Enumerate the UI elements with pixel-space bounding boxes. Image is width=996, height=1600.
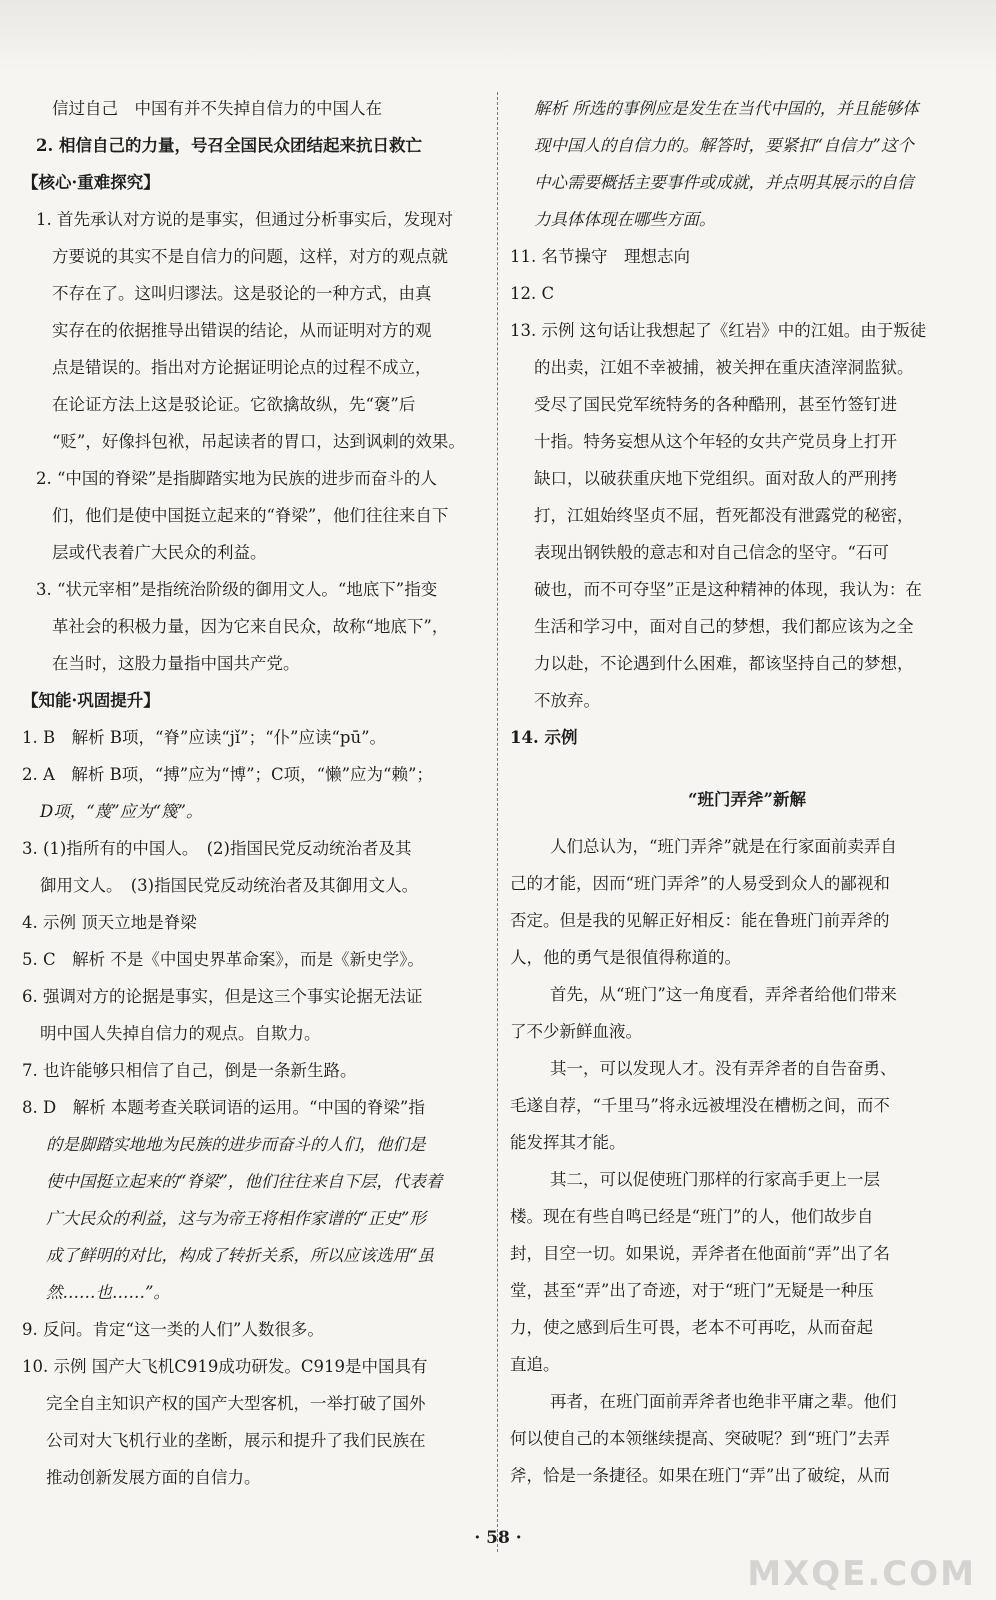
page-number-value: 58 [486,1528,510,1548]
text-line: 2. A 解析 B项，“搏”应为“博”；C项，“懒”应为“赖”； [22,765,433,784]
section-heading: 【知能·巩固提升】 [22,691,160,710]
text-line: 7. 也许能够只相信了自己，倒是一条新生路。 [22,1061,357,1080]
text-line: 11. 名节操守 理想志向 [510,247,690,266]
text-line: 信过自己 中国有并不失掉自信力的中国人在 [52,99,382,118]
text-line: 明中国人失掉自信力的观点。自欺力。 [40,1024,321,1043]
text-line: 2. 相信自己的力量，号召全国民众团结起来抗日救亡 [36,136,422,155]
essay-title: “班门弄斧”新解 [688,790,806,809]
essay-line: 己的才能，因而“班门弄斧”的人易受到众人的鄙视和 [510,874,890,893]
essay-line: 何以使自己的本领继续提高、突破呢？到“班门”去弄 [510,1429,890,1448]
text-line: 方要说的其实不是自信力的问题，这样，对方的观点就 [52,247,448,266]
text-line: 3. “状元宰相”是指统治阶级的御用文人。“地底下”指变 [36,580,438,599]
text-line: 12. C [510,284,555,303]
watermark-logo: MXQE.COM [747,1554,976,1594]
essay-line: 否定。但是我的见解正好相反：能在鲁班门前弄斧的 [510,911,890,930]
column-divider [497,92,498,1552]
text-line: 不放弃。 [534,691,600,710]
essay-line: 毛遂自荐，“千里马”将永远被埋没在槽枥之间，而不 [510,1096,890,1115]
text-line: 层或代表着广大民众的利益。 [52,543,267,562]
essay-line: 其一，可以发现人才。没有弄斧者的自告奋勇、 [550,1059,897,1078]
text-line: 十指。特务妄想从这个年轻的女共产党员身上打开 [534,432,897,451]
text-line: 6. 强调对方的论据是事实，但是这三个事实论据无法证 [22,987,423,1006]
text-line: 8. D 解析 本题考查关联词语的运用。“中国的脊梁”指 [22,1098,425,1117]
essay-line: 堂，甚至“弄”出了奇迹，对于“班门”无疑是一种压 [510,1281,874,1300]
text-line: 生活和学习中，面对自己的梦想，我们都应该为之全 [534,617,914,636]
text-line: 10. 示例 国产大飞机C919成功研发。C919是中国具有 [22,1357,428,1376]
essay-line: 直追。 [510,1355,560,1374]
text-line: 2. “中国的脊梁”是指脚踏实地为民族的进步而奋斗的人 [36,469,437,488]
page-top-shadow [0,0,996,70]
text-line: 推动创新发展方面的自信力。 [46,1468,261,1487]
essay-line: 再者，在班门面前弄斧者也绝非平庸之辈。他们 [550,1392,897,1411]
text-line: 3. (1)指所有的中国人。 (2)指国民党反动统治者及其 [22,839,412,858]
text-line: 的是脚踏实地地为民族的进步而奋斗的人们，他们是 [46,1135,426,1154]
text-line: 表现出钢铁般的意志和对自己信念的坚守。“石可 [534,543,889,562]
text-line: 缺口，以破获重庆地下党组织。面对敌人的严刑拷 [534,469,897,488]
text-line: 完全自主知识产权的国产大型客机，一举打破了国外 [46,1394,426,1413]
text-line: 使中国挺立起来的“脊梁”，他们往往来自下层，代表着 [46,1172,443,1191]
essay-line: 首先，从“班门”这一角度看，弄斧者给他们带来 [550,985,897,1004]
text-line: 不存在了。这叫归谬法。这是驳论的一种方式，由真 [52,284,432,303]
text-line: 公司对大飞机行业的垄断，展示和提升了我们民族在 [46,1431,426,1450]
text-line: 4. 示例 顶天立地是脊梁 [22,913,197,932]
text-line: 中心需要概括主要事件或成就，并点明其展示的自信 [534,173,914,192]
text-line: 1. 首先承认对方说的是事实，但通过分析事实后，发现对 [36,210,453,229]
essay-line: 斧，恰是一条捷径。如果在班门“弄”出了破绽，从而 [510,1466,890,1485]
text-line: 御用文人。 (3)指国民党反动统治者及其御用文人。 [40,876,419,895]
text-line: 在当时，这股力量指中国共产党。 [52,654,300,673]
essay-line: 人，他的勇气是很值得称道的。 [510,948,741,967]
text-line: 实存在的依据推导出错误的结论，从而证明对方的观 [52,321,432,340]
text-line: 点是错误的。指出对方论据证明论点的过程不成立， [52,358,432,377]
text-line: 1. B 解析 B项，“脊”应读“jǐ”；“仆”应读“pū”。 [22,728,387,747]
text-line: 受尽了国民党军统特务的各种酷刑，甚至竹签钉进 [534,395,897,414]
text-line: 现中国人的自信力的。解答时，要紧扣“自信力”这个 [534,136,914,155]
text-line: 打，江姐始终坚贞不屈，哲死都没有泄露党的秘密， [534,506,914,525]
text-line: 广大民众的利益，这与为帝王将相作家谱的“正史”形 [46,1209,426,1228]
left-column [22,90,490,1496]
text-line: “贬”，好像抖包袱，吊起读者的胃口，达到讽刺的效果。 [52,432,465,451]
text-line: D项，“蔑”应为“篾”。 [40,802,203,821]
text-line: 5. C 解析 不是《中国史界革命案》，而是《新史学》。 [22,950,424,969]
text-line: 成了鲜明的对比，构成了转折关系，所以应该选用“虽 [46,1246,434,1265]
essay-line: 封，目空一切。如果说，弄斧者在他面前“弄”出了名 [510,1244,890,1263]
text-line: 力具体体现在哪些方面。 [534,210,716,229]
right-column [510,90,984,1494]
text-line: 解析 所选的事例应是发生在当代中国的，并且能够体 [534,99,919,118]
essay-line: 能发挥其才能。 [510,1133,626,1152]
essay-line: 楼。现在有些自鸣已经是“班门”的人，他们故步自 [510,1207,874,1226]
page-number: · 58 · [474,1528,522,1548]
text-line: 们，他们是使中国挺立起来的“脊梁”，他们往往来自下 [52,506,449,525]
essay-line: 人们总认为，“班门弄斧”就是在行家面前卖弄自 [550,837,897,856]
text-line: 的出卖，江姐不幸被捕，被关押在重庆渣滓洞监狱。 [534,358,914,377]
text-line: 然……也……”。 [46,1283,170,1302]
text-line: 力以赴，不论遇到什么困难，都该坚持自己的梦想， [534,654,914,673]
text-line: 革社会的积极力量，因为它来自民众，故称“地底下”， [52,617,449,636]
essay-line: 其二，可以促使班门那样的行家高手更上一层 [550,1170,880,1189]
essay-line: 力，使之感到后生可畏，老本不可再吃，从而奋起 [510,1318,873,1337]
text-line: 破也，而不可夺坚”正是这种精神的体现，我认为：在 [534,580,922,599]
text-line: 9. 反问。肯定“这一类的人们”人数很多。 [22,1320,324,1339]
section-heading: 【核心·重难探究】 [22,173,160,192]
text-line: 在论证方法上这是驳论证。它欲擒故纵，先“褒”后 [52,395,416,414]
text-line: 14. 示例 [510,728,578,747]
essay-line: 了不少新鲜血液。 [510,1022,642,1041]
text-line: 13. 示例 这句话让我想起了《红岩》中的江姐。由于叛徒 [510,321,927,340]
